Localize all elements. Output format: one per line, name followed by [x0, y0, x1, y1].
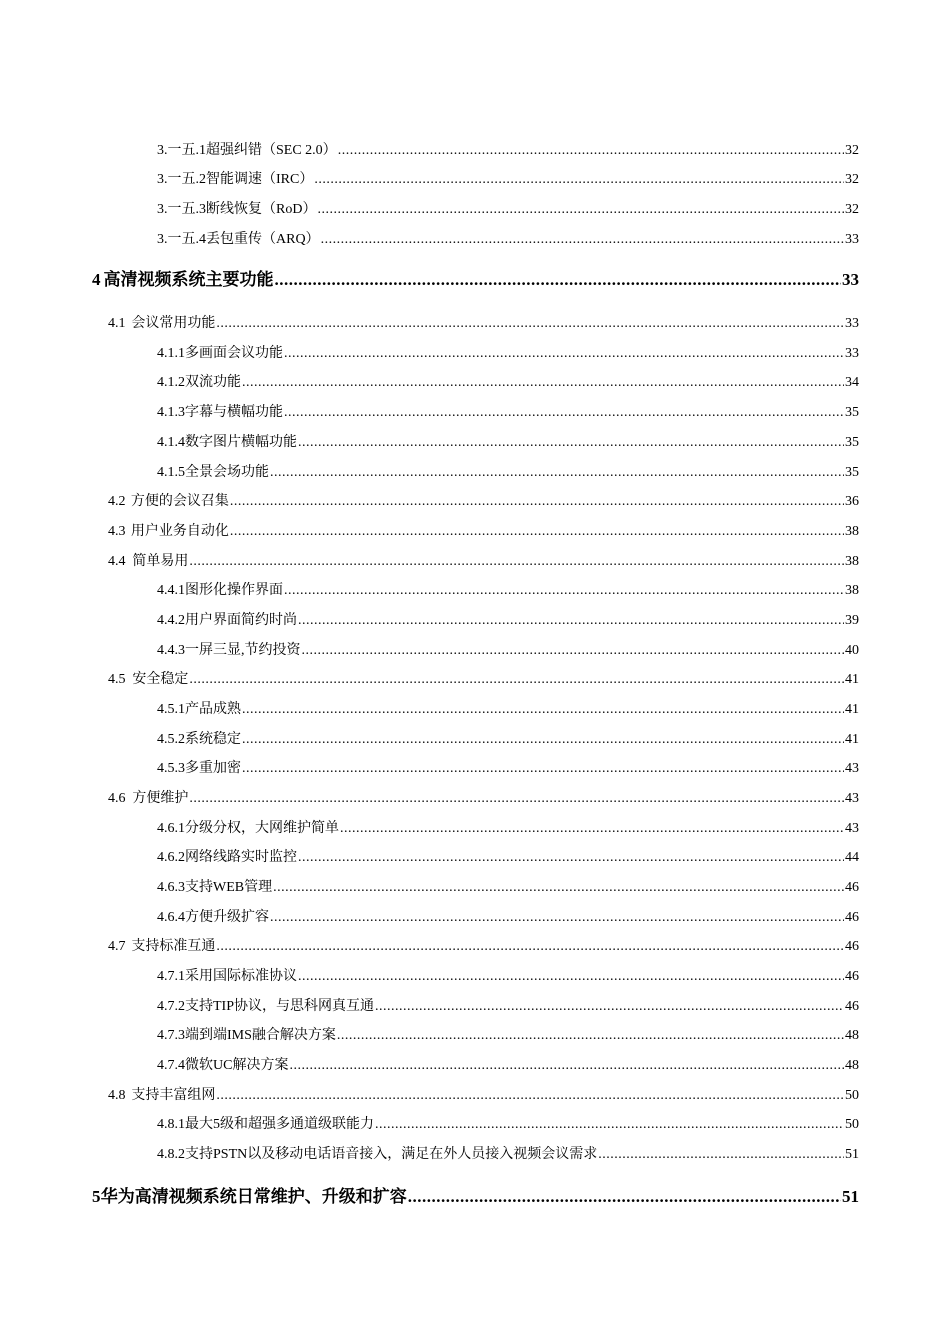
toc-dot-leader: [270, 909, 844, 927]
toc-entry-title: 支持WEB管理: [185, 880, 273, 895]
toc-dot-leader: [242, 760, 844, 778]
toc-entry-number: 4.7.1: [157, 969, 185, 984]
toc-page-number: 46: [845, 969, 859, 984]
toc-page-number: 44: [845, 850, 859, 865]
toc-page-number: 38: [845, 583, 859, 598]
toc-page-number: 38: [845, 554, 859, 569]
toc-dot-leader: [375, 1116, 844, 1134]
toc-dot-leader: [230, 523, 844, 541]
toc-dot-leader: [298, 434, 844, 452]
toc-dot-leader: [242, 374, 844, 392]
toc-subsection-entry[interactable]: [0, 962, 859, 986]
toc-section-entry[interactable]: [0, 517, 859, 541]
toc-section-entry[interactable]: [0, 309, 859, 333]
toc-entry-title: 简单易用: [132, 554, 189, 569]
toc-entry-number: 4.6.2: [157, 850, 185, 865]
toc-dot-leader: [189, 671, 844, 689]
toc-section-entry[interactable]: [0, 547, 859, 571]
toc-page-number: 46: [845, 939, 859, 954]
toc-entry-number: 4.6.3: [157, 880, 185, 895]
toc-page-number: 43: [845, 761, 859, 776]
toc-section-entry[interactable]: [0, 932, 859, 956]
toc-subsection-entry[interactable]: [0, 458, 859, 482]
toc-entry-title: 端到端IMS融合解决方案: [185, 1028, 336, 1043]
toc-entry-title: 安全稳定: [132, 672, 189, 687]
toc-subsection-entry[interactable]: [0, 725, 859, 749]
toc-page-number: 46: [845, 999, 859, 1014]
toc-page-number: 40: [845, 643, 859, 658]
toc-entry-title: 断线恢复（RoD）: [206, 202, 317, 217]
toc-page-number: 32: [845, 143, 859, 158]
toc-dot-leader: [189, 553, 844, 571]
toc-subsection-entry[interactable]: [0, 992, 859, 1016]
toc-entry-number: 4.7.3: [157, 1028, 185, 1043]
toc-entry-title: 全景会场功能: [185, 465, 269, 480]
toc-page-number: 41: [845, 732, 859, 747]
toc-subsection-entry[interactable]: [0, 1051, 859, 1075]
toc-dot-leader: [216, 315, 844, 333]
toc-entry-number: 4.1: [108, 316, 126, 331]
toc-entry-title: 华为高清视频系统日常维护、升级和扩容: [100, 1187, 407, 1206]
toc-page-number: 41: [845, 702, 859, 717]
toc-entry-number: 4.7: [108, 939, 126, 954]
toc-entry-title: 数字图片横幅功能: [185, 435, 297, 450]
toc-subsection-entry[interactable]: [0, 636, 859, 660]
toc-page-number: 35: [845, 465, 859, 480]
toc-dot-leader: [270, 464, 844, 482]
toc-page-number: 36: [845, 494, 859, 509]
toc-dot-leader: [598, 1146, 844, 1164]
toc-entry-number: 4.5.3: [157, 761, 185, 776]
toc-subsection-entry[interactable]: [0, 903, 859, 927]
toc-entry-title: 支持标准互通: [131, 939, 216, 954]
toc-page-number: 32: [845, 172, 859, 187]
toc-subsection-entry[interactable]: [0, 1110, 859, 1134]
toc-subsection-entry[interactable]: [0, 428, 859, 452]
toc-dot-leader: [302, 642, 845, 660]
toc-dot-leader: [216, 938, 844, 956]
toc-page-number: 48: [845, 1058, 859, 1073]
toc-entry-title: 支持PSTN以及移动电话语音接入，满足在外人员接入视频会议需求: [185, 1147, 598, 1162]
toc-entry-title: 高清视频系统主要功能: [103, 270, 274, 289]
toc-page-number: 33: [842, 270, 859, 289]
toc-entry-number: 4.7.2: [157, 999, 185, 1014]
toc-entry-number: 4.4.1: [157, 583, 185, 598]
toc-dot-leader: [284, 345, 844, 363]
toc-dot-leader: [284, 582, 844, 600]
toc-entry-number: 4.8: [108, 1088, 126, 1103]
toc-dot-leader: [298, 849, 844, 867]
toc-dot-leader: [216, 1087, 844, 1105]
toc-subsection-entry[interactable]: [0, 873, 859, 897]
toc-dot-leader: [230, 493, 844, 511]
toc-entry-number: 4.4.3: [157, 643, 185, 658]
toc-entry-number: 3.一五.2: [157, 172, 206, 187]
toc-dot-leader: [408, 1188, 841, 1206]
toc-subsection-entry[interactable]: [0, 339, 859, 363]
toc-entry-title: 用户界面简约时尚: [185, 613, 297, 628]
toc-entry-number: 4.4.2: [157, 613, 185, 628]
toc-entry-number: 4.1.1: [157, 346, 185, 361]
toc-section-entry[interactable]: [0, 487, 859, 511]
toc-page-number: 38: [845, 524, 859, 539]
toc-entry-title: 智能调速（IRC）: [206, 172, 314, 187]
toc-entry-title: 采用国际标准协议: [185, 969, 297, 984]
toc-dot-leader: [275, 271, 842, 289]
toc-entry-number: 4.5.2: [157, 732, 185, 747]
toc-dot-leader: [337, 1027, 844, 1045]
toc-entry-number: 4.7.4: [157, 1058, 185, 1073]
toc-dot-leader: [317, 201, 844, 219]
toc-entry-title: 网络线路实时监控: [185, 850, 297, 865]
toc-entry-title: 微软UC解决方案: [185, 1058, 289, 1073]
toc-entry-title: 一屏三显,节约投资: [185, 643, 301, 658]
toc-page-number: 33: [845, 232, 859, 247]
toc-page-number: 51: [842, 1187, 859, 1206]
toc-page-number: 46: [845, 910, 859, 925]
toc-entry-title: 丢包重传（ARQ）: [206, 232, 320, 247]
toc-page-number: 43: [845, 821, 859, 836]
toc-entry-number: 4.6: [108, 791, 126, 806]
toc-entry-number: 4.2: [108, 494, 126, 509]
toc-entry-title: 方便的会议召集: [130, 494, 229, 509]
toc-entry-title: 支持丰富组网: [131, 1088, 216, 1103]
toc-subsection-entry[interactable]: [0, 695, 859, 719]
toc-entry-title: 支持TIP协议，与思科网真互通: [185, 999, 374, 1014]
toc-dot-leader: [284, 404, 844, 422]
toc-subsection-entry[interactable]: [0, 195, 859, 219]
toc-entry-title: 超强纠错（SEC 2.0）: [206, 143, 337, 158]
toc-entry-number: 4.3: [108, 524, 126, 539]
toc-entry-title: 多画面会议功能: [185, 346, 283, 361]
toc-page-number: 34: [845, 375, 859, 390]
toc-section-entry[interactable]: [0, 784, 859, 808]
toc-section-entry[interactable]: [0, 665, 859, 689]
toc-dot-leader: [321, 231, 844, 249]
toc-entry-number: 4.4: [108, 554, 126, 569]
toc-page-number: 35: [845, 435, 859, 450]
toc-chapter-entry[interactable]: [0, 263, 859, 289]
toc-dot-leader: [298, 968, 844, 986]
toc-subsection-entry[interactable]: [0, 754, 859, 778]
toc-entry-title: 系统稳定: [185, 732, 241, 747]
toc-page-number: 50: [845, 1088, 859, 1103]
toc-page-number: 39: [845, 613, 859, 628]
toc-chapter-entry[interactable]: [0, 1180, 859, 1206]
toc-entry-number: 4.6.4: [157, 910, 185, 925]
toc-entry-number: 4.1.2: [157, 375, 185, 390]
toc-entry-number: 3.一五.4: [157, 232, 206, 247]
toc-subsection-entry[interactable]: [0, 368, 859, 392]
toc-entry-number: 4: [92, 270, 101, 289]
toc-subsection-entry[interactable]: [0, 1021, 859, 1045]
toc-section-entry[interactable]: [0, 1081, 859, 1105]
toc-dot-leader: [242, 731, 844, 749]
toc-entry-number: 5: [92, 1187, 101, 1206]
toc-dot-leader: [189, 790, 844, 808]
toc-entry-title: 方便维护: [132, 791, 189, 806]
toc-entry-number: 4.5.1: [157, 702, 185, 717]
toc-page-number: 41: [845, 672, 859, 687]
toc-entry-number: 4.8.2: [157, 1147, 185, 1162]
toc-dot-leader: [338, 142, 844, 160]
toc-entry-number: 4.6.1: [157, 821, 185, 836]
toc-subsection-entry[interactable]: [0, 606, 859, 630]
toc-entry-title: 方便升级扩容: [185, 910, 269, 925]
toc-subsection-entry[interactable]: [0, 136, 859, 160]
toc-dot-leader: [314, 171, 844, 189]
toc-dot-leader: [242, 701, 844, 719]
toc-page-number: 43: [845, 791, 859, 806]
toc-entry-number: 3.一五.1: [157, 143, 206, 158]
toc-subsection-entry[interactable]: [0, 576, 859, 600]
toc-page-number: 33: [845, 316, 859, 331]
toc-entry-number: 4.5: [108, 672, 126, 687]
toc-dot-leader: [289, 1057, 844, 1075]
toc-dot-leader: [340, 820, 844, 838]
toc-page-number: 46: [845, 880, 859, 895]
toc-dot-leader: [298, 612, 844, 630]
toc-entry-title: 多重加密: [185, 761, 241, 776]
toc-subsection-entry[interactable]: [0, 843, 859, 867]
toc-entry-title: 会议常用功能: [131, 316, 216, 331]
toc-entry-title: 分级分权，大网维护简单: [185, 821, 339, 836]
toc-dot-leader: [273, 879, 844, 897]
toc-page-number: 50: [845, 1117, 859, 1132]
toc-entry-title: 产品成熟: [185, 702, 241, 717]
toc-subsection-entry[interactable]: [0, 225, 859, 249]
toc-entry-title: 最大5级和超强多通道级联能力: [185, 1117, 374, 1132]
toc-page-number: 35: [845, 405, 859, 420]
toc-page-number: 33: [845, 346, 859, 361]
toc-entry-number: 4.1.3: [157, 405, 185, 420]
toc-entry-number: 3.一五.3: [157, 202, 206, 217]
toc-page-number: 48: [845, 1028, 859, 1043]
toc-dot-leader: [375, 998, 844, 1016]
toc-entry-title: 字幕与横幅功能: [185, 405, 283, 420]
toc-entry-title: 用户业务自动化: [130, 524, 229, 539]
toc-entry-title: 图形化操作界面: [185, 583, 283, 598]
toc-page-number: 32: [845, 202, 859, 217]
toc-subsection-entry[interactable]: [0, 814, 859, 838]
toc-subsection-entry[interactable]: [0, 1140, 859, 1164]
toc-subsection-entry[interactable]: [0, 165, 859, 189]
toc-entry-title: 双流功能: [185, 375, 241, 390]
toc-entry-number: 4.1.4: [157, 435, 185, 450]
toc-page-number: 51: [845, 1147, 859, 1162]
toc-entry-number: 4.8.1: [157, 1117, 185, 1132]
toc-entry-number: 4.1.5: [157, 465, 185, 480]
toc-subsection-entry[interactable]: [0, 398, 859, 422]
